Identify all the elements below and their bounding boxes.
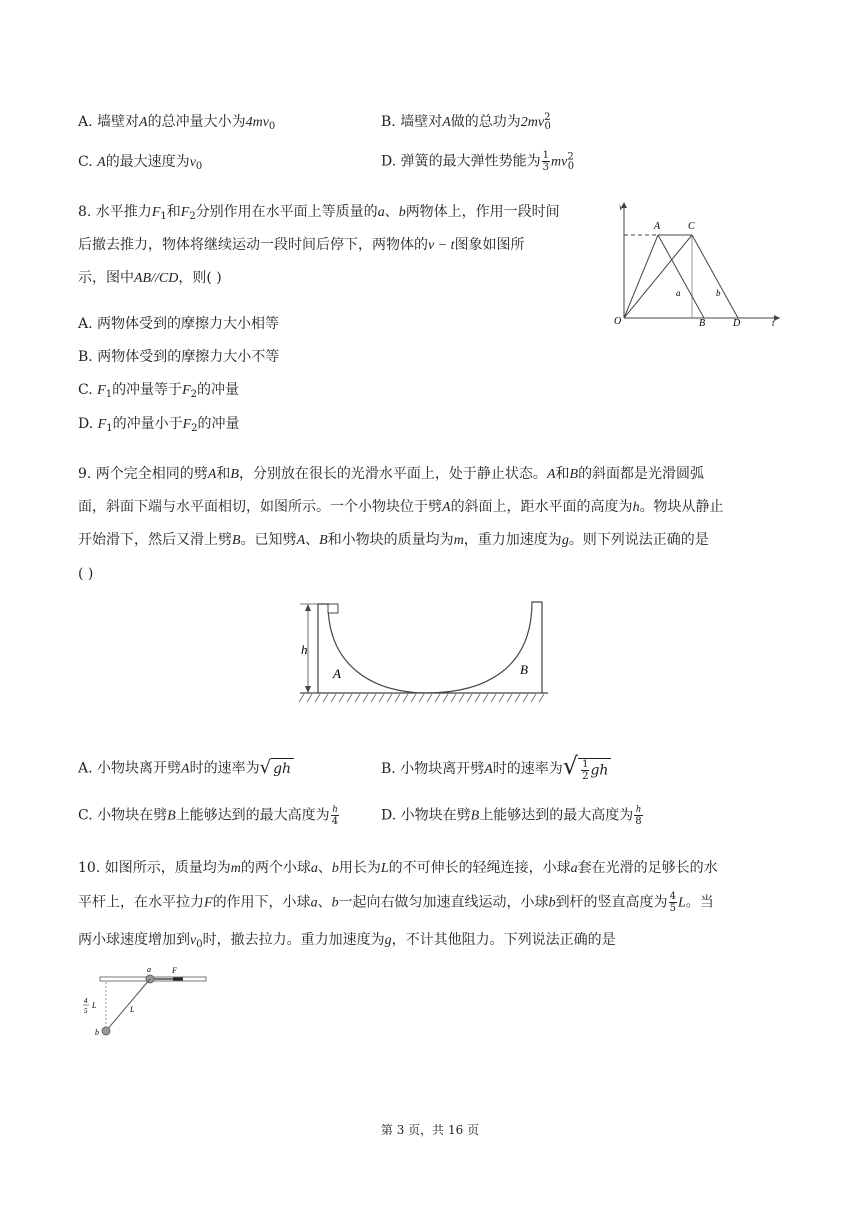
height-arrow-down-icon xyxy=(305,686,311,693)
q7-option-b: B. 墙壁对A做的总功为$2mv^2_0$ xyxy=(381,112,551,132)
point-d-label: D xyxy=(733,318,741,329)
curve-a-label: a xyxy=(676,288,681,298)
line-b-rise xyxy=(624,235,692,318)
q8-option-b: B. 两物体受到的摩擦力大小不等 xyxy=(78,349,280,365)
t-axis-arrow-icon xyxy=(774,315,780,321)
q9-option-b: B. 小物块离开劈A时的速率为√ $\frac{1}{2}$ gh xyxy=(381,756,611,782)
t-axis-label: t xyxy=(772,318,775,328)
line-ab xyxy=(658,235,704,318)
q9-stem-line1: 9. 两个完全相同的劈A和B，分别放在很长的光滑水平面上，处于静止状态。A和B的斜面都是光滑圆弧 xyxy=(78,466,705,482)
curve-b-label: b xyxy=(716,288,721,298)
q7-option-c: C. A的最大速度为$v_0$ xyxy=(78,154,203,172)
height-label: h xyxy=(301,642,308,657)
ball-b xyxy=(102,1027,110,1035)
rope xyxy=(106,979,150,1031)
q10-stem-line3: 两小球速度增加到$v_0$时，撤去拉力。重力加速度为g，不计其他阻力。下列说法正确的是 xyxy=(78,932,616,950)
q9-stem-line2: 面，斜面下端与水平面相切，如图所示。一个小物块位于劈A的斜面上，距水平面的高度为h。物块从静止 xyxy=(78,499,724,515)
line-a-rise xyxy=(624,235,658,318)
q10-figure xyxy=(78,962,212,1044)
point-a-label: A xyxy=(654,221,661,232)
q8-option-d: D. $F_1$的冲量小于$F_2$的冲量 xyxy=(78,416,240,434)
force-arrow-head-icon xyxy=(173,978,183,981)
q8-option-a: A. 两物体受到的摩擦力大小相等 xyxy=(78,316,280,332)
wedge-b xyxy=(426,602,542,693)
q9-option-c: C. 小物块在劈B上能够达到的最大高度为 $\frac{h}{4}$ xyxy=(78,804,339,827)
q9-wedge-figure xyxy=(296,598,554,706)
q9-option-d: D. 小物块在劈B上能够达到的最大高度为 $\frac{h}{8}$ xyxy=(381,804,642,827)
q7-option-d: D. 弹簧的最大弹性势能为 $\frac{1}{3}$ $mv^2_0$ xyxy=(381,150,575,173)
fraction: $\frac{h}{4}$ xyxy=(331,804,339,827)
q8-stem-line1: 8. 水平推力$F_1$和$F_2$分别作用在水平面上等质量的a、b两物体上，作用一段时间 xyxy=(78,204,560,222)
q10-stem-line2: 平杆上，在水平拉力F的作用下，小球a、b一起向右做匀加速直线运动，小球b到杆的竖直高度为 $\frac{4}{5}$ L。当 xyxy=(78,891,714,914)
point-c-label: C xyxy=(688,221,695,232)
q10-stem-line1: 10. 如图所示，质量均为m的两个小球a、b用长为L的不可伸长的轻绳连接，小球a套在光滑的足够长的水 xyxy=(78,860,718,876)
height-fraction-num: 4 xyxy=(84,997,88,1005)
line-cd xyxy=(692,235,738,318)
fraction: $\frac{1}{3}$ xyxy=(542,150,550,173)
fraction: $\frac{4}{5}$ xyxy=(669,891,676,914)
q8-stem-line3: 示，图中AB//CD，则( ) xyxy=(78,270,222,286)
q8-option-c: C. $F_1$的冲量等于$F_2$的冲量 xyxy=(78,382,239,400)
ball-b-label: b xyxy=(95,1028,99,1037)
q9-stem-line3: 开始滑下，然后又滑上劈B。已知劈A、B和小物块的质量均为m，重力加速度为g。则下列说法正确的是 xyxy=(78,532,709,548)
wedge-b-label: B xyxy=(520,662,528,677)
page-footer: 第 3 页，共 16 页 xyxy=(380,1123,480,1137)
height-fraction-den: 5 xyxy=(84,1007,88,1015)
ground-hatching xyxy=(299,694,544,702)
q8-stem-line2: 后撤去推力，物体将继续运动一段时间后停下，两物体的v − t图象如图所 xyxy=(78,237,525,253)
q8-vt-graph xyxy=(608,198,784,330)
q9-stem-line4: ( ) xyxy=(78,566,94,582)
rope-length-label: L xyxy=(130,1005,135,1014)
v-axis-label: v xyxy=(619,202,623,212)
origin-label: O xyxy=(614,316,622,327)
q9-option-a: A. 小物块离开劈A时的速率为√ gh xyxy=(78,758,294,780)
sqrt-expression: √ $\frac{1}{2}$ gh xyxy=(563,756,612,782)
ball-a-label: a xyxy=(147,965,151,974)
sqrt-expression: √ gh xyxy=(260,758,294,779)
small-block xyxy=(328,604,338,613)
force-label: F xyxy=(172,966,177,975)
q7-option-a: A. 墙壁对A的总冲量大小为$4mv_0$ xyxy=(78,114,276,132)
height-label-l: L xyxy=(92,1001,97,1010)
wedge-a-label: A xyxy=(333,666,341,681)
height-arrow-up-icon xyxy=(305,604,311,611)
fraction: $\frac{h}{8}$ xyxy=(635,804,642,827)
point-b-label: B xyxy=(699,318,706,329)
